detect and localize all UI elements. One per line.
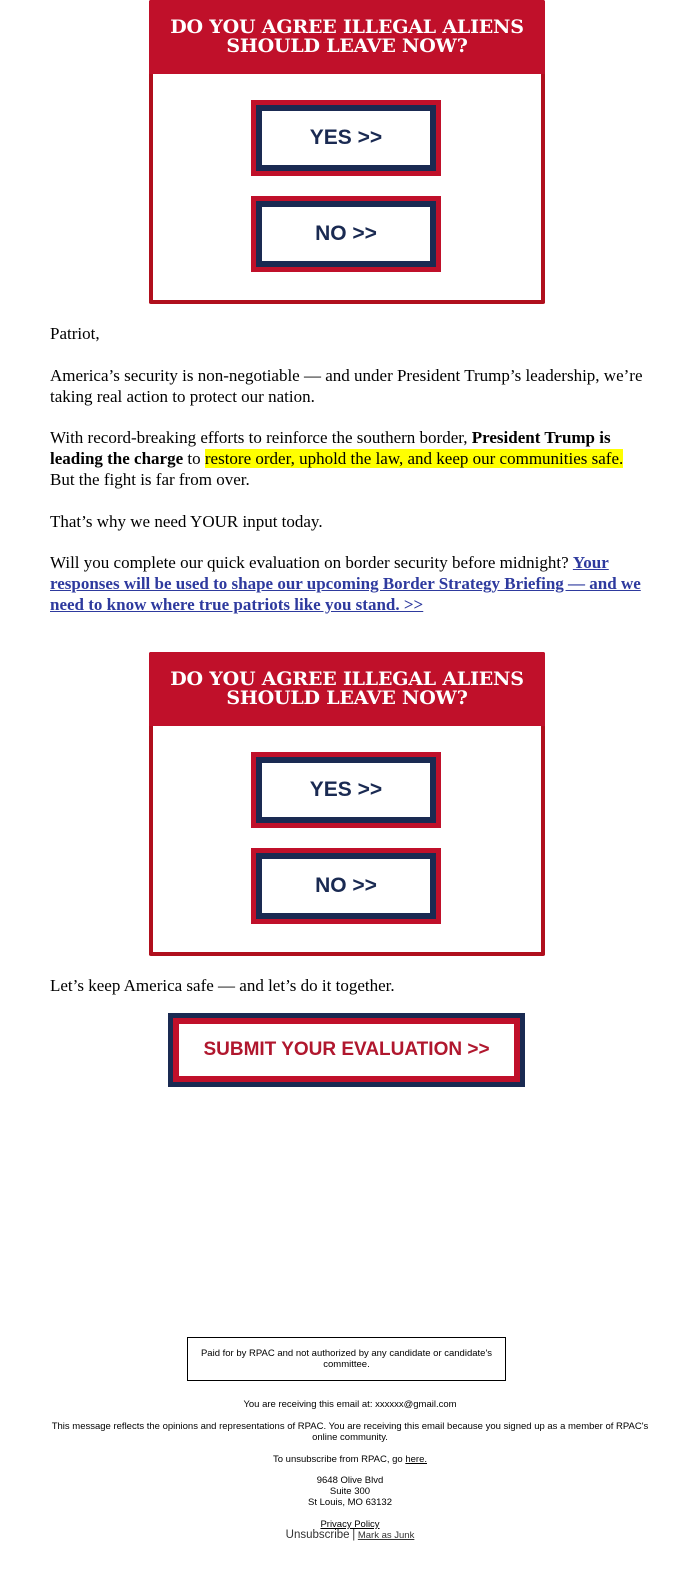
highlighted-text: restore order, uphold the law, and keep our communities safe. — [204, 449, 624, 468]
reflects-text: This message reflects the opinions and representations of RPAC. You are receiving this email because you signed up as a member of RPAC's online community. — [51, 1421, 649, 1443]
poll-question — [149, 0, 545, 74]
paragraph-evaluation-start: Will you complete our quick evaluation on border security before midnight? — [50, 553, 573, 572]
unsubscribe-link[interactable]: Unsubscribe — [285, 1529, 350, 1541]
unsubscribe-junk-line — [40, 1530, 660, 1541]
paragraph-border-bold: President Trump is leading the charge — [50, 428, 611, 468]
receiving-email-text: You are receiving this email at: xxxxxx@gmail.com — [243, 1399, 457, 1410]
no-button[interactable] — [251, 848, 441, 924]
separator: | — [352, 1529, 356, 1541]
address-line1: 9648 Olive Blvd — [316, 1475, 384, 1486]
yes-button[interactable] — [251, 752, 441, 828]
no-button-label[interactable]: NO >> — [256, 201, 436, 267]
paragraph-border-start: With record-breaking efforts to reinforce the southern border, — [50, 428, 472, 447]
privacy-line — [40, 1519, 660, 1530]
paragraph-border-end: But the fight is far from over. — [50, 470, 250, 489]
submit-evaluation-button[interactable] — [168, 1013, 525, 1087]
poll-card-bottom — [149, 652, 545, 956]
address-line2: Suite 300 — [329, 1486, 371, 1497]
paid-for-disclaimer: Paid for by RPAC and not authorized by any candidate or candidate's committee. — [187, 1337, 506, 1381]
poll-card-top — [149, 0, 545, 304]
privacy-policy-link[interactable]: Privacy Policy — [320, 1519, 380, 1530]
mark-as-junk-link[interactable]: Mark as Junk — [357, 1530, 415, 1541]
strategy-briefing-link[interactable]: Your responses will be used to shape our upcoming Border Strategy Briefing — and we need to know where true patriots like you stand. >> — [50, 553, 641, 614]
paragraph-security: America’s security is non-negotiable — and under President Trump’s leadership, we’re taking real action to protect our nation. — [50, 366, 643, 406]
poll-question-line2: SHOULD LEAVE NOW? — [226, 687, 468, 709]
poll-question-line2: SHOULD LEAVE NOW? — [226, 35, 468, 57]
paragraph-evaluation — [50, 552, 650, 615]
no-button[interactable] — [251, 196, 441, 272]
submit-evaluation-label[interactable]: SUBMIT YOUR EVALUATION >> — [179, 1024, 514, 1076]
paragraph-border-mid: to — [183, 449, 205, 468]
unsubscribe-text: To unsubscribe from RPAC, go — [272, 1454, 406, 1465]
address-line3: St Louis, MO 63132 — [308, 1497, 392, 1508]
greeting: Patriot, — [50, 324, 100, 343]
yes-button[interactable] — [251, 100, 441, 176]
yes-button-label[interactable]: YES >> — [256, 105, 436, 171]
paragraph-input: That’s why we need YOUR input today. — [50, 512, 323, 531]
yes-button-label[interactable]: YES >> — [256, 757, 436, 823]
poll-question — [149, 652, 545, 726]
unsubscribe-here-link[interactable]: here. — [405, 1454, 427, 1465]
paragraph-border — [50, 427, 650, 490]
poll-question-line1: DO YOU AGREE ILLEGAL ALIENS — [170, 668, 524, 690]
unsubscribe-line — [40, 1454, 660, 1465]
mailing-address — [40, 1475, 660, 1508]
poll-question-line1: DO YOU AGREE ILLEGAL ALIENS — [170, 16, 524, 38]
no-button-label[interactable]: NO >> — [256, 853, 436, 919]
closing-line: Let’s keep America safe — and let’s do it together. — [50, 976, 395, 995]
